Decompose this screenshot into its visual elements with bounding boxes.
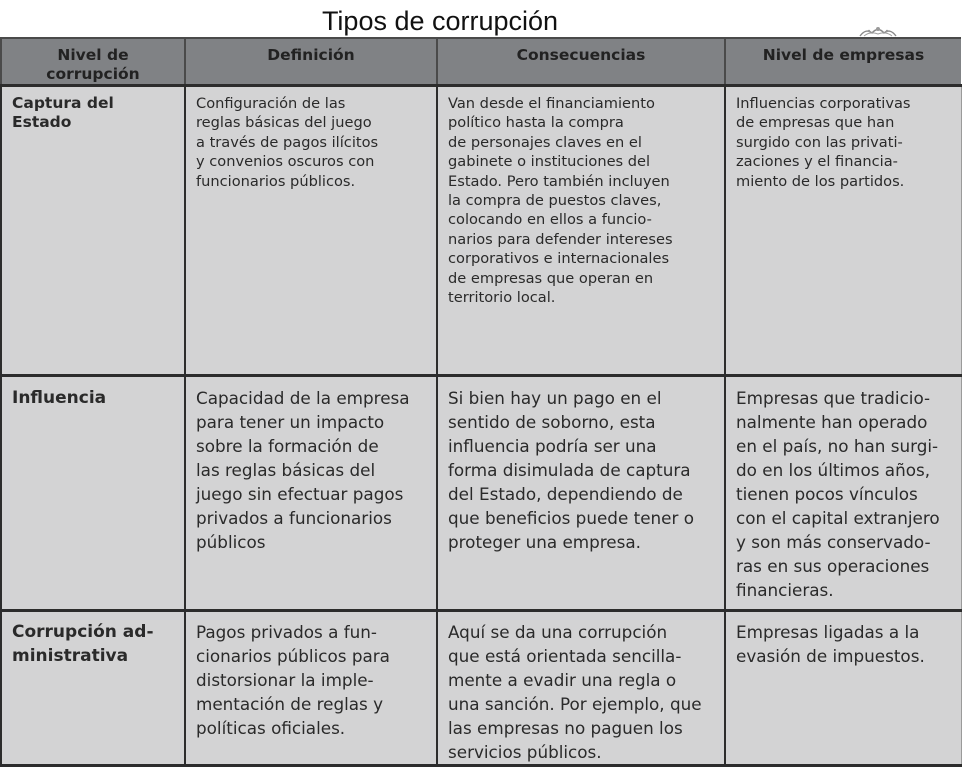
header-definicion: Definición: [185, 38, 437, 86]
corruption-types-table: [0, 37, 962, 767]
row-consequences-cell: Van desde el financiamiento político hasta la compra de personajes claves en el gabinete o instituciones del Estado. Pero también incluyen la compra de puestos claves, colocando en ellos a funcio- narios para defender intereses corporativos e internacionales de empresas que operan en territorio local.: [437, 86, 725, 376]
row-companies-cell: Empresas que tradicio- nalmente han operado en el país, no han surgi- do en los últimos años, tienen pocos vínculos con el capital extranjero y son más conservado- ras en sus operaciones financieras.: [725, 376, 961, 611]
row-definition-cell: Configuración de las reglas básicas del juego a través de pagos ilícitos y convenios oscuros con funcionarios públicos.: [185, 86, 437, 376]
decorative-crest-icon: [858, 24, 898, 38]
row-companies-cell: Influencias corporativas de empresas que han surgido con las privati- zaciones y el financia- miento de los partidos.: [725, 86, 961, 376]
table-header-row: [1, 38, 961, 86]
row-companies-cell: Empresas ligadas a la evasión de impuestos.: [725, 611, 961, 766]
row-definition-cell: Pagos privados a fun- cionarios públicos para distorsionar la imple- mentación de reglas y políticas oficiales.: [185, 611, 437, 766]
row-level-cell: Influencia: [1, 376, 185, 611]
table-row: [1, 86, 961, 376]
header-nivel-de-empresas: Nivel de empresas: [725, 38, 961, 86]
header-consecuencias: Consecuencias: [437, 38, 725, 86]
row-level-cell: Captura del Estado: [1, 86, 185, 376]
row-level-cell: Corrupción ad- ministrativa: [1, 611, 185, 766]
table-row: [1, 376, 961, 611]
row-consequences-cell: Aquí se da una corrupción que está orientada sencilla- mente a evadir una regla o una sanción. Por ejemplo, que las empresas no paguen los servicios públicos.: [437, 611, 725, 766]
row-consequences-cell: Si bien hay un pago en el sentido de soborno, esta influencia podría ser una forma disimulada de captura del Estado, dependiendo de que beneficios puede tener o proteger una empresa.: [437, 376, 725, 611]
header-nivel-de-corrupcion: Nivel de corrupción: [1, 38, 185, 86]
corruption-table-container: [0, 37, 960, 762]
table-row: [1, 611, 961, 766]
slide-title: Tipos de corrupción: [321, 6, 559, 36]
row-definition-cell: Capacidad de la empresa para tener un impacto sobre la formación de las reglas básicas del juego sin efectuar pagos privados a funcionarios públicos: [185, 376, 437, 611]
